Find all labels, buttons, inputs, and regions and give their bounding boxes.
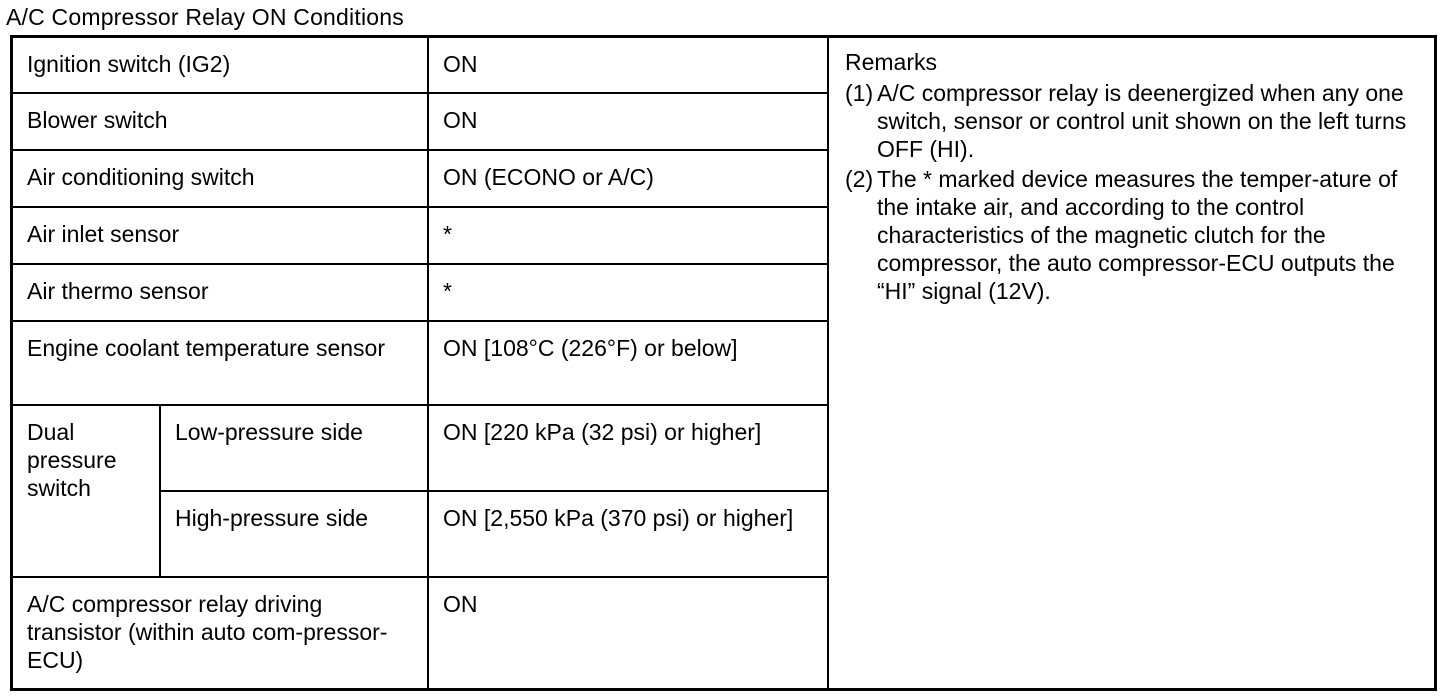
low-pressure-side-label: Low-pressure side (160, 405, 428, 491)
remark-number: (2) (845, 166, 874, 192)
table-row (13, 150, 827, 207)
remarks-heading: Remarks (845, 49, 938, 75)
condition-label: A/C compressor relay driving transistor (within auto com-pressor-ECU) (13, 577, 428, 688)
condition-value: ON (428, 38, 827, 93)
condition-value: * (428, 207, 827, 264)
dual-pressure-switch-label: Dual pressure switch (13, 405, 160, 577)
high-pressure-side-label: High-pressure side (160, 491, 428, 577)
conditions-table (13, 38, 827, 688)
condition-label: Air conditioning switch (13, 150, 428, 207)
remark-item (845, 165, 1424, 305)
condition-value: ON [108°C (226°F) or below] (428, 321, 827, 405)
condition-value: ON (ECONO or A/C) (428, 150, 827, 207)
remarks-panel (827, 38, 1434, 688)
condition-value: ON (428, 93, 827, 150)
table-row (13, 405, 827, 491)
table-row (13, 38, 827, 93)
table-row (13, 93, 827, 150)
table-row (13, 264, 827, 321)
condition-label: Air inlet sensor (13, 207, 428, 264)
high-pressure-side-value: ON [2,550 kPa (370 psi) or higher] (428, 491, 827, 577)
conditions-table-frame (10, 35, 1437, 691)
remark-item (845, 79, 1424, 163)
table-row (13, 577, 827, 688)
condition-label: Engine coolant temperature sensor (13, 321, 428, 405)
table-row (13, 321, 827, 405)
low-pressure-side-value: ON [220 kPa (32 psi) or higher] (428, 405, 827, 491)
condition-label: Ignition switch (IG2) (13, 38, 428, 93)
condition-label: Blower switch (13, 93, 428, 150)
document-title: A/C Compressor Relay ON Conditions (6, 4, 404, 30)
condition-value: * (428, 264, 827, 321)
condition-value: ON (428, 577, 827, 688)
remark-text: A/C compressor relay is deenergized when any one switch, sensor or control unit shown on the left turns OFF (HI). (877, 80, 1407, 162)
condition-label: Air thermo sensor (13, 264, 428, 321)
remark-text: The * marked device measures the temper-ature of the intake air, and according to the control characteristics of the magnetic clutch for the compressor, the auto compressor-ECU outputs the “HI” signal (12V). (877, 166, 1398, 304)
remark-number: (1) (845, 80, 874, 106)
table-row (13, 207, 827, 264)
